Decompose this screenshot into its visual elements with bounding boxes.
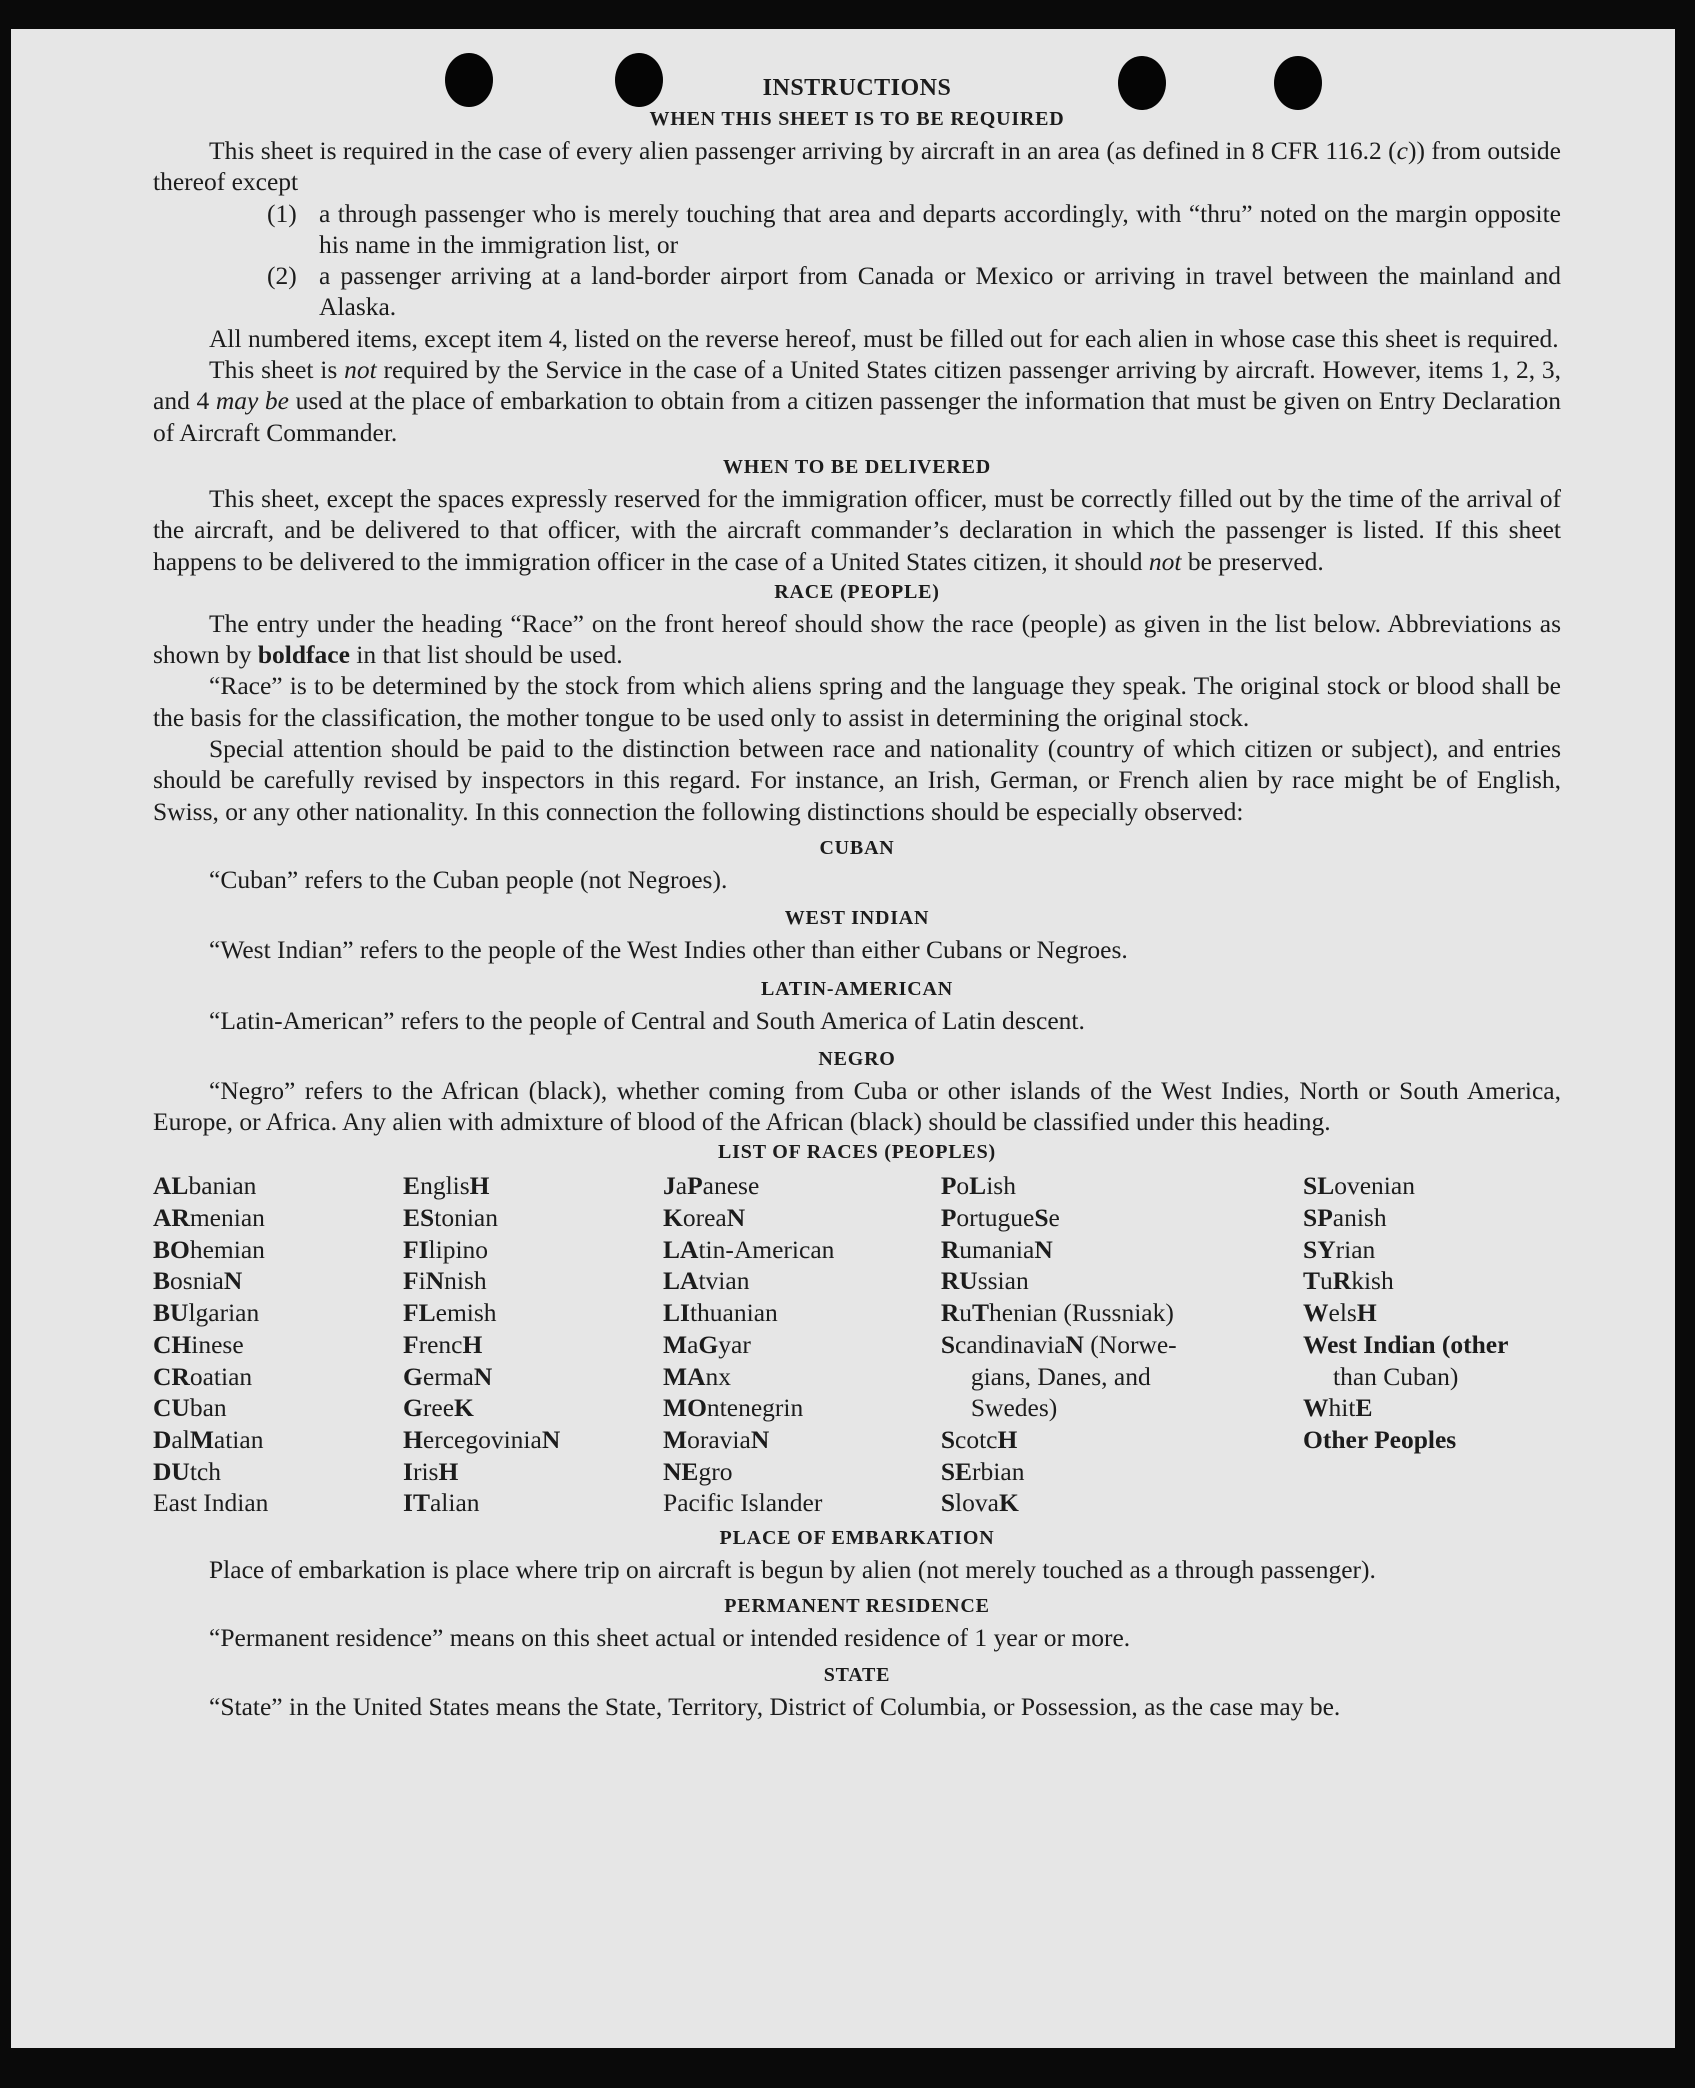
race-entry xyxy=(663,1456,941,1488)
race-entry xyxy=(663,1234,941,1266)
text: required by the Service in the case of a United States citizen passenger arriving by aircraft. However, items 1, 2, 3, and 4 xyxy=(153,355,1561,416)
race-text: rbian xyxy=(972,1456,1025,1486)
race-text: osnia xyxy=(170,1266,224,1296)
race-abbreviation: T xyxy=(1303,1266,1321,1296)
race-entry xyxy=(941,1392,1303,1424)
race-abbreviation: N xyxy=(750,1424,770,1454)
race-entry xyxy=(153,1361,403,1393)
race-text: menian xyxy=(189,1203,265,1233)
race-text: banian xyxy=(188,1171,257,1201)
race-entry xyxy=(153,1424,403,1456)
text: used at the place of embarkation to obtain from a citizen passenger the information that must be given on Entry Declaration of Aircraft Commander. xyxy=(153,386,1562,447)
race-abbreviation: NE xyxy=(663,1456,699,1486)
race-entry xyxy=(403,1297,663,1329)
race-abbreviation: AR xyxy=(153,1203,190,1233)
race-entry xyxy=(1303,1424,1561,1456)
race-text: Swedes) xyxy=(970,1393,1058,1423)
race-abbreviation: K xyxy=(454,1393,474,1423)
race-text: umania xyxy=(959,1234,1035,1264)
race-abbreviation: H xyxy=(1356,1298,1377,1328)
paragraph: “Cuban” refers to the Cuban people (not Negroes). xyxy=(209,864,728,894)
race-text: tonian xyxy=(434,1203,498,1233)
race-text: lova xyxy=(955,1488,999,1518)
race-entry xyxy=(663,1487,941,1519)
race-text: lipino xyxy=(428,1234,489,1264)
text: not xyxy=(344,355,377,385)
race-column xyxy=(941,1170,1303,1519)
race-text: anese xyxy=(702,1171,760,1201)
race-abbreviation: G xyxy=(403,1361,423,1391)
race-abbreviation: W xyxy=(1303,1298,1329,1328)
text: This sheet is required in the case of every alien passenger arriving by aircraft in an area (as defined in 8 CFR 116.2 ( xyxy=(209,136,1397,165)
race-text: gro xyxy=(698,1456,733,1486)
race-abbreviation: DU xyxy=(153,1456,190,1486)
race-text: els xyxy=(1328,1298,1357,1328)
race-column xyxy=(153,1170,403,1519)
race-text: a xyxy=(687,1329,699,1359)
race-abbreviation: G xyxy=(698,1329,719,1359)
race-abbreviation: M xyxy=(663,1329,688,1359)
race-text: renc xyxy=(418,1329,463,1359)
race-list xyxy=(153,1170,1561,1519)
race-text: erma xyxy=(422,1361,474,1391)
text: The entry under the heading “Race” on the front hereof should show the race (people) as given in the list below. Abbreviations as shown by xyxy=(153,608,1561,670)
paragraph xyxy=(153,483,1561,577)
race-abbreviation: BU xyxy=(153,1298,189,1328)
race-entry xyxy=(941,1487,1303,1519)
race-text: atian xyxy=(213,1424,264,1454)
race-entry xyxy=(663,1361,941,1393)
race-entry xyxy=(403,1487,663,1519)
race-abbreviation: F xyxy=(403,1329,419,1359)
race-abbreviation: T xyxy=(972,1298,990,1328)
race-entry xyxy=(403,1265,663,1297)
race-abbreviation: N xyxy=(1065,1329,1084,1359)
race-abbreviation: M xyxy=(189,1424,214,1454)
race-entry xyxy=(941,1424,1303,1456)
paragraph: “State” in the United States means the State, Territory, District of Columbia, or Possession, as the case may be. xyxy=(209,1691,1341,1721)
race-text: alian xyxy=(429,1488,480,1518)
race-abbreviation: H xyxy=(438,1456,459,1486)
race-abbreviation: MA xyxy=(663,1361,706,1391)
item-text: a passenger arriving at a land-border airport from Canada or Mexico or arriving in travel between the mainland and Alaska. xyxy=(319,261,1561,322)
race-text: oatian xyxy=(189,1361,253,1391)
text: boldface xyxy=(257,640,350,670)
race-text: nx xyxy=(705,1361,731,1391)
race-entry xyxy=(403,1392,663,1424)
race-abbreviation: RU xyxy=(940,1266,978,1296)
race-entry xyxy=(941,1265,1303,1297)
text: not xyxy=(1148,546,1182,576)
paragraph: Special attention should be paid to the distinction between race and nationality (country of which citizen or subject), and entries should be carefully revised by inspectors in this regard. For instance, an Irish, German, or French alien by race might be of English, Swiss, or any other nationality. In this connection the following distinctions should be especially observed: xyxy=(153,734,1561,826)
race-entry xyxy=(941,1361,1303,1393)
race-text: cotc xyxy=(955,1424,998,1454)
race-abbreviation: G xyxy=(403,1393,423,1423)
race-column xyxy=(403,1170,663,1519)
race-abbreviation: H xyxy=(997,1424,1018,1454)
race-abbreviation: N xyxy=(541,1424,561,1454)
race-abbreviation: P xyxy=(940,1203,957,1233)
race-entry xyxy=(153,1202,403,1234)
list-item xyxy=(153,260,1561,323)
heading-permanent-residence: PERMANENT RESIDENCE xyxy=(724,1595,990,1618)
race-abbreviation: IT xyxy=(403,1488,430,1518)
race-entry xyxy=(1303,1297,1561,1329)
race-text: ris xyxy=(412,1456,439,1486)
race-abbreviation: S xyxy=(1034,1203,1049,1233)
race-text: i xyxy=(418,1266,426,1296)
heading-embarkation: PLACE OF EMBARKATION xyxy=(719,1526,995,1549)
race-abbreviation: L xyxy=(969,1171,987,1201)
race-abbreviation: W xyxy=(1303,1393,1329,1423)
race-entry xyxy=(1303,1265,1561,1297)
race-entry xyxy=(941,1234,1303,1266)
race-text: u xyxy=(1320,1266,1333,1296)
paragraph xyxy=(153,608,1561,671)
race-text: ban xyxy=(189,1393,227,1423)
race-abbreviation: E xyxy=(1355,1393,1373,1423)
race-entry xyxy=(403,1329,663,1361)
heading-list-of-races: LIST OF RACES (PEOPLES) xyxy=(718,1141,996,1164)
race-entry xyxy=(941,1170,1303,1202)
race-entry xyxy=(153,1329,403,1361)
race-text: ortugue xyxy=(956,1203,1035,1233)
race-text: e xyxy=(1048,1203,1060,1233)
text: This sheet, except the spaces expressly reserved for the immigration officer, must be correctly filled out by the time of the arrival of the aircraft, and be delivered to that officer, with the aircraft commander’s declaration in which the passenger is listed. If this sheet happens to be delivered to the immigration officer in the case of a United States citizen, it should xyxy=(153,483,1561,576)
race-entry xyxy=(153,1392,403,1424)
race-abbreviation: SY xyxy=(1303,1234,1336,1264)
race-entry xyxy=(403,1456,663,1488)
race-abbreviation: N xyxy=(473,1361,493,1391)
race-text: a xyxy=(675,1171,688,1201)
race-text: al xyxy=(171,1424,190,1454)
heading-when-delivered: WHEN TO BE DELIVERED xyxy=(722,455,992,478)
race-text: ish xyxy=(986,1171,1016,1201)
paragraph: “Latin-American” refers to the people of Central and South America of Latin descent. xyxy=(209,1005,1085,1035)
race-text: hemian xyxy=(189,1234,265,1264)
race-entry xyxy=(1303,1329,1561,1361)
text: be preserved. xyxy=(1181,546,1324,576)
race-entry xyxy=(153,1297,403,1329)
race-abbreviation: SL xyxy=(1303,1171,1335,1201)
race-abbreviation: AL xyxy=(153,1171,189,1201)
race-entry xyxy=(403,1170,663,1202)
race-text: rian xyxy=(1335,1234,1376,1264)
race-abbreviation: N xyxy=(1034,1234,1053,1264)
race-abbreviation: R xyxy=(940,1234,960,1264)
heading-state: STATE xyxy=(823,1663,891,1686)
race-text: o xyxy=(956,1171,970,1201)
race-entry xyxy=(663,1392,941,1424)
race-abbreviation: N xyxy=(223,1266,243,1296)
page-title: INSTRUCTIONS xyxy=(762,75,952,101)
race-abbreviation: J xyxy=(663,1171,676,1201)
race-abbreviation: LA xyxy=(663,1266,699,1296)
race-abbreviation: D xyxy=(153,1424,172,1454)
text: c xyxy=(1396,136,1408,165)
race-abbreviation: BO xyxy=(153,1234,190,1264)
race-abbreviation: CR xyxy=(153,1361,190,1391)
text: )) from outside thereof except xyxy=(153,136,1561,197)
race-text: orea xyxy=(682,1203,727,1233)
race-text: yar xyxy=(718,1329,751,1359)
race-entry xyxy=(941,1297,1303,1329)
race-abbreviation: H xyxy=(469,1171,490,1201)
race-abbreviation: SE xyxy=(940,1456,973,1486)
race-abbreviation: LA xyxy=(663,1234,699,1264)
race-entry xyxy=(663,1297,941,1329)
race-text: ercegovinia xyxy=(422,1424,542,1454)
race-abbreviation: CH xyxy=(153,1329,192,1359)
text: This sheet is xyxy=(209,355,345,385)
race-entry xyxy=(941,1329,1303,1361)
race-text: than Cuban) xyxy=(1333,1361,1459,1391)
race-abbreviation: M xyxy=(663,1424,688,1454)
race-text: ree xyxy=(422,1393,455,1423)
race-entry xyxy=(1303,1392,1561,1424)
race-entry xyxy=(403,1361,663,1393)
race-text: u xyxy=(959,1298,973,1328)
race-entry xyxy=(663,1202,941,1234)
text: in that list should be used. xyxy=(349,640,623,670)
race-abbreviation: N xyxy=(726,1203,746,1233)
race-entry xyxy=(403,1202,663,1234)
heading-latin-american: LATIN-AMERICAN xyxy=(761,977,953,1000)
race-abbreviation: H xyxy=(462,1329,483,1359)
paragraph: Place of embarkation is place where trip on aircraft is begun by alien (not merely touched as a through passenger). xyxy=(209,1554,1376,1584)
race-text: nglis xyxy=(420,1171,470,1201)
race-text: tvian xyxy=(698,1266,750,1296)
race-abbreviation: MO xyxy=(663,1393,707,1423)
race-abbreviation: ES xyxy=(403,1203,435,1233)
race-abbreviation: R xyxy=(940,1298,960,1328)
race-text: ntenegrin xyxy=(706,1393,804,1423)
race-entry xyxy=(1303,1234,1561,1266)
race-entry xyxy=(153,1234,403,1266)
race-abbreviation: LI xyxy=(663,1298,690,1328)
race-abbreviation: West Indian (other xyxy=(1303,1329,1509,1359)
paragraph: “Permanent residence” means on this sheet actual or intended residence of 1 year or more. xyxy=(209,1623,1131,1653)
race-abbreviation: FI xyxy=(403,1234,429,1264)
instructions-content xyxy=(153,73,1561,1722)
race-text: ovenian xyxy=(1334,1171,1415,1201)
paragraph xyxy=(153,354,1561,448)
race-entry xyxy=(941,1456,1303,1488)
race-text: candinavia xyxy=(955,1329,1066,1359)
race-abbreviation: B xyxy=(153,1266,171,1296)
race-text: emish xyxy=(435,1298,497,1328)
race-abbreviation: S xyxy=(940,1488,956,1518)
race-abbreviation: N xyxy=(425,1266,445,1296)
race-entry xyxy=(1303,1202,1561,1234)
race-entry xyxy=(403,1424,663,1456)
heading-negro: NEGRO xyxy=(818,1047,896,1070)
race-entry xyxy=(663,1170,941,1202)
race-text: tin-American xyxy=(698,1234,835,1264)
race-abbreviation: F xyxy=(403,1266,419,1296)
race-abbreviation: E xyxy=(403,1171,421,1201)
race-entry xyxy=(1303,1361,1561,1393)
race-text: (Norwe- xyxy=(1083,1329,1177,1359)
paragraph: All numbered items, except item 4, listed on the reverse hereof, must be filled out for each alien in whose case this sheet is required. xyxy=(209,323,1559,353)
race-entry xyxy=(663,1329,941,1361)
heading-west-indian: WEST INDIAN xyxy=(784,907,930,930)
race-entry xyxy=(663,1265,941,1297)
race-text: Pacific Islander xyxy=(663,1488,823,1518)
race-abbreviation: SP xyxy=(1303,1203,1333,1233)
race-text: inese xyxy=(191,1329,244,1359)
race-entry xyxy=(403,1234,663,1266)
race-entry xyxy=(153,1170,403,1202)
race-text: oravia xyxy=(687,1424,751,1454)
heading-cuban: CUBAN xyxy=(819,836,895,859)
item-number: (2) xyxy=(267,261,297,291)
race-abbreviation: K xyxy=(998,1488,1019,1518)
race-entry xyxy=(153,1487,403,1519)
race-column xyxy=(663,1170,941,1519)
race-entry xyxy=(663,1424,941,1456)
race-abbreviation: FL xyxy=(403,1298,436,1328)
item-text: a through passenger who is merely touching that area and departs accordingly, with “thru” noted on the margin opposite his name in the immigration list, or xyxy=(319,198,1561,259)
paragraph: “Negro” refers to the African (black), whether coming from Cuba or other islands of the West Indies, North or South America, Europe, or Africa. Any alien with admixture of blood of the African (black) should be classified under this heading. xyxy=(153,1075,1561,1137)
race-entry xyxy=(153,1265,403,1297)
race-text: nish xyxy=(444,1266,487,1296)
race-abbreviation: H xyxy=(403,1424,423,1454)
heading-race: RACE (PEOPLE) xyxy=(774,580,940,603)
race-text: East Indian xyxy=(153,1488,269,1518)
race-abbreviation: S xyxy=(940,1329,956,1359)
race-text: anish xyxy=(1332,1203,1387,1233)
paragraph: “Race” is to be determined by the stock from which aliens spring and the language they speak. The original stock or blood shall be the basis for the classification, the mother tongue to be used only to assist in determining the original stock. xyxy=(153,671,1561,732)
race-text: gians, Danes, and xyxy=(970,1361,1151,1391)
race-entry xyxy=(941,1202,1303,1234)
text: may be xyxy=(215,386,290,416)
list-item xyxy=(153,198,1561,261)
race-abbreviation: Other Peoples xyxy=(1303,1424,1457,1454)
race-abbreviation: P xyxy=(687,1171,703,1201)
race-abbreviation: CU xyxy=(153,1393,190,1423)
race-entry xyxy=(153,1456,403,1488)
race-text: kish xyxy=(1351,1266,1394,1296)
race-column xyxy=(1303,1170,1561,1519)
race-abbreviation: R xyxy=(1332,1266,1352,1296)
race-abbreviation: K xyxy=(663,1203,683,1233)
item-number: (1) xyxy=(267,198,297,228)
race-text: lgarian xyxy=(188,1298,260,1328)
paragraph: “West Indian” refers to the people of the West Indies other than either Cubans or Negroes. xyxy=(209,935,1128,965)
race-text: ssian xyxy=(977,1266,1029,1296)
race-entry xyxy=(1303,1170,1561,1202)
heading-when-required: WHEN THIS SHEET IS TO BE REQUIRED xyxy=(649,108,1065,130)
race-abbreviation: P xyxy=(940,1171,957,1201)
race-text: henian (Russniak) xyxy=(989,1298,1174,1328)
race-text: tch xyxy=(189,1456,221,1486)
race-text: thuanian xyxy=(689,1298,778,1328)
paragraph xyxy=(153,135,1561,198)
race-abbreviation: S xyxy=(940,1424,956,1454)
race-text: hit xyxy=(1328,1393,1356,1423)
race-abbreviation: I xyxy=(403,1456,413,1486)
